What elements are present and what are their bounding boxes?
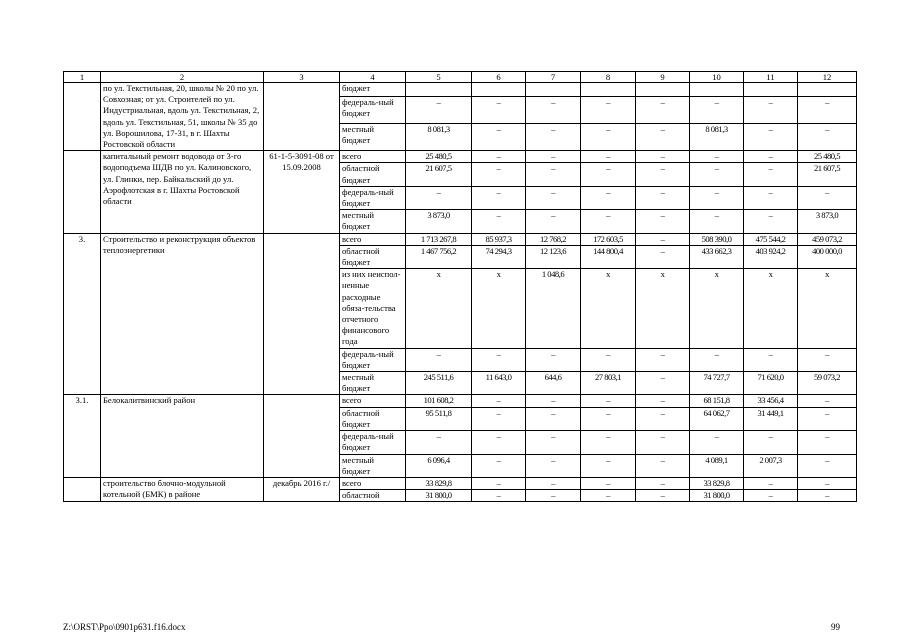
amount-cell: 1 467 756,2 [406,245,472,268]
amount-cell: – [690,186,744,209]
item-document [264,395,340,477]
amount-cell: – [690,151,744,163]
table-body [64,83,857,502]
amount-cell: 85 937,3 [472,233,526,245]
amount-cell: – [472,124,526,151]
amount-cell: – [744,210,798,233]
amount-cell: 68 151,8 [690,395,744,407]
funding-source: федераль-ный бюджет [340,348,406,371]
amount-cell: – [472,186,526,209]
amount-cell: – [636,210,690,233]
item-document: декабрь 2016 г./ [264,477,340,501]
amount-cell: 25 480,5 [406,151,472,163]
funding-source: местный бюджет [340,210,406,233]
amount-cell: – [744,97,798,124]
amount-cell: 8 081,3 [690,124,744,151]
amount-cell: – [798,477,857,489]
amount-cell: – [472,477,526,489]
amount-cell: 27 803,1 [581,372,636,395]
amount-cell: 101 608,2 [406,395,472,407]
amount-cell: – [581,490,636,502]
amount-cell: – [581,124,636,151]
amount-cell: 25 480,5 [798,151,857,163]
amount-cell: – [636,490,690,502]
amount-cell: – [581,395,636,407]
amount-cell: – [798,454,857,477]
amount-cell: 33 829,8 [406,477,472,489]
funding-source: из них неиспол-ненные расходные обяза-тельства отчетного финансового года [340,269,406,348]
funding-source: федераль-ный бюджет [340,431,406,454]
amount-cell: х [581,269,636,348]
item-number: 3.1. [64,395,101,477]
amount-cell: – [636,233,690,245]
header-cell: 9 [636,72,690,83]
amount-cell: 3 873,0 [798,210,857,233]
amount-cell: 21 607,5 [798,163,857,186]
item-name: строительство блочно-модульной котельной (БМК) в районе [101,477,264,501]
amount-cell: 95 511,8 [406,407,472,430]
header-cell: 8 [581,72,636,83]
amount-cell [690,83,744,97]
amount-cell: – [472,395,526,407]
amount-cell: – [581,477,636,489]
funding-source: областной бюджет [340,407,406,430]
amount-cell: – [581,348,636,371]
item-name: по ул. Текстильная, 20, школы № 20 по ул. Совхозная; от ул. Строителей по ул. Индустриальная, вдоль ул. Текстильная, 2, вдоль ул. Текстильная, 51, школы № 35 до ул. Ворошилова, 17-31, в г. Шахты Ростовской области [101,83,264,151]
amount-cell: – [744,348,798,371]
amount-cell: – [636,407,690,430]
amount-cell: 6 096,4 [406,454,472,477]
amount-cell: – [690,163,744,186]
amount-cell: – [526,348,581,371]
header-cell: 11 [744,72,798,83]
amount-cell: – [472,490,526,502]
amount-cell: – [636,245,690,268]
amount-cell: – [406,186,472,209]
amount-cell: 644,6 [526,372,581,395]
item-name: Строительство и реконструкция объектов теплоэнергетики [101,233,264,395]
amount-cell: – [690,431,744,454]
amount-cell: – [581,407,636,430]
amount-cell: – [526,163,581,186]
amount-cell: – [472,454,526,477]
header-cell: 10 [690,72,744,83]
amount-cell: – [690,210,744,233]
amount-cell: – [798,97,857,124]
table-row [64,233,857,245]
amount-cell: 459 073,2 [798,233,857,245]
amount-cell: – [472,407,526,430]
amount-cell: 31 800,0 [690,490,744,502]
amount-cell: 8 081,3 [406,124,472,151]
funding-source: местный бюджет [340,372,406,395]
amount-cell: – [526,151,581,163]
amount-cell: – [744,490,798,502]
funding-source: областной бюджет [340,245,406,268]
item-number: 3. [64,233,101,395]
amount-cell: – [581,151,636,163]
amount-cell: – [526,186,581,209]
amount-cell: – [472,151,526,163]
amount-cell: 400 000,0 [798,245,857,268]
amount-cell: – [526,454,581,477]
amount-cell: 172 603,5 [581,233,636,245]
funding-source: бюджет [340,83,406,97]
amount-cell: – [472,163,526,186]
amount-cell: 21 607,5 [406,163,472,186]
header-cell: 1 [64,72,101,83]
amount-cell: – [690,348,744,371]
amount-cell: 433 662,3 [690,245,744,268]
amount-cell [744,83,798,97]
amount-cell: 12 768,2 [526,233,581,245]
amount-cell: – [526,124,581,151]
amount-cell: – [798,490,857,502]
funding-source: всего [340,395,406,407]
amount-cell: 12 123,6 [526,245,581,268]
amount-cell: – [636,97,690,124]
amount-cell: – [636,124,690,151]
funding-source: всего [340,477,406,489]
amount-cell: – [526,431,581,454]
amount-cell: – [798,407,857,430]
header-cell: 12 [798,72,857,83]
funding-source: местный бюджет [340,124,406,151]
page-number: 99 [831,622,840,632]
item-document: 61-1-5-3091-08 от 15.09.2008 [264,151,340,233]
amount-cell: – [744,477,798,489]
header-cell: 6 [472,72,526,83]
table-row [64,83,857,97]
amount-cell: х [690,269,744,348]
amount-cell: 33 829,8 [690,477,744,489]
amount-cell: 403 924,2 [744,245,798,268]
amount-cell: 144 800,4 [581,245,636,268]
amount-cell: – [472,348,526,371]
amount-cell: – [526,210,581,233]
amount-cell: 1 048,6 [526,269,581,348]
item-document [264,233,340,395]
amount-cell: – [472,210,526,233]
amount-cell [798,83,857,97]
amount-cell: 1 713 267,8 [406,233,472,245]
item-name: капитальный ремонт водовода от 3-го водоподъема ШДВ по ул. Калиновского, ул. Глинки, пер. Байкальский до ул. Аэрофлотская в г. Шахты Ростовской области [101,151,264,233]
amount-cell: – [798,124,857,151]
amount-cell: – [690,97,744,124]
amount-cell: – [636,372,690,395]
amount-cell: 4 089,1 [690,454,744,477]
funding-source: федераль-ный бюджет [340,186,406,209]
amount-cell: 59 073,2 [798,372,857,395]
amount-cell: – [406,97,472,124]
amount-cell: – [636,454,690,477]
header-cell: 4 [340,72,406,83]
amount-cell: 74 727,7 [690,372,744,395]
amount-cell: х [406,269,472,348]
table-row [64,151,857,163]
budget-table [63,71,857,502]
amount-cell: – [636,151,690,163]
amount-cell: – [526,97,581,124]
amount-cell: – [636,477,690,489]
item-number [64,83,101,151]
amount-cell: – [798,348,857,371]
amount-cell: 245 511,6 [406,372,472,395]
amount-cell: – [744,124,798,151]
header-cell: 2 [101,72,264,83]
amount-cell: 475 544,2 [744,233,798,245]
amount-cell: х [472,269,526,348]
amount-cell: – [526,477,581,489]
amount-cell: – [472,97,526,124]
amount-cell: 64 062,7 [690,407,744,430]
amount-cell [472,83,526,97]
funding-source: всего [340,151,406,163]
amount-cell: – [798,395,857,407]
amount-cell: – [744,186,798,209]
amount-cell: 3 873,0 [406,210,472,233]
amount-cell: – [526,490,581,502]
amount-cell: – [526,395,581,407]
amount-cell: 31 449,1 [744,407,798,430]
amount-cell [636,83,690,97]
amount-cell: – [636,348,690,371]
amount-cell: 71 620,0 [744,372,798,395]
header-cell: 3 [264,72,340,83]
amount-cell: – [581,210,636,233]
amount-cell: – [744,163,798,186]
amount-cell: 11 643,0 [472,372,526,395]
header-cell: 7 [526,72,581,83]
amount-cell: – [744,431,798,454]
amount-cell: – [581,186,636,209]
item-name: Белокалитвинский район [101,395,264,477]
amount-cell: – [636,431,690,454]
funding-source: областной [340,490,406,502]
amount-cell: – [581,431,636,454]
item-number [64,477,101,501]
table-row [64,477,857,489]
item-number [64,151,101,233]
funding-source: федераль-ный бюджет [340,97,406,124]
amount-cell: – [472,431,526,454]
amount-cell: 2 007,3 [744,454,798,477]
amount-cell: х [744,269,798,348]
amount-cell: – [526,407,581,430]
amount-cell [526,83,581,97]
amount-cell: – [581,454,636,477]
amount-cell: – [636,395,690,407]
amount-cell: 74 294,3 [472,245,526,268]
amount-cell: – [798,186,857,209]
table-row [64,395,857,407]
amount-cell: – [581,163,636,186]
amount-cell: – [406,348,472,371]
item-document [264,83,340,151]
amount-cell: – [744,151,798,163]
amount-cell [406,83,472,97]
file-path: Z:\ORST\Ppo\0901p631.f16.docx [63,622,186,632]
amount-cell: – [636,186,690,209]
amount-cell: – [636,163,690,186]
amount-cell: 31 800,0 [406,490,472,502]
amount-cell: – [798,431,857,454]
amount-cell: 33 456,4 [744,395,798,407]
funding-source: всего [340,233,406,245]
amount-cell: 508 390,0 [690,233,744,245]
amount-cell: – [406,431,472,454]
header-row [64,72,857,83]
funding-source: областной бюджет [340,163,406,186]
amount-cell: х [636,269,690,348]
amount-cell: – [581,97,636,124]
amount-cell: х [798,269,857,348]
funding-source: местный бюджет [340,454,406,477]
header-cell: 5 [406,72,472,83]
amount-cell [581,83,636,97]
